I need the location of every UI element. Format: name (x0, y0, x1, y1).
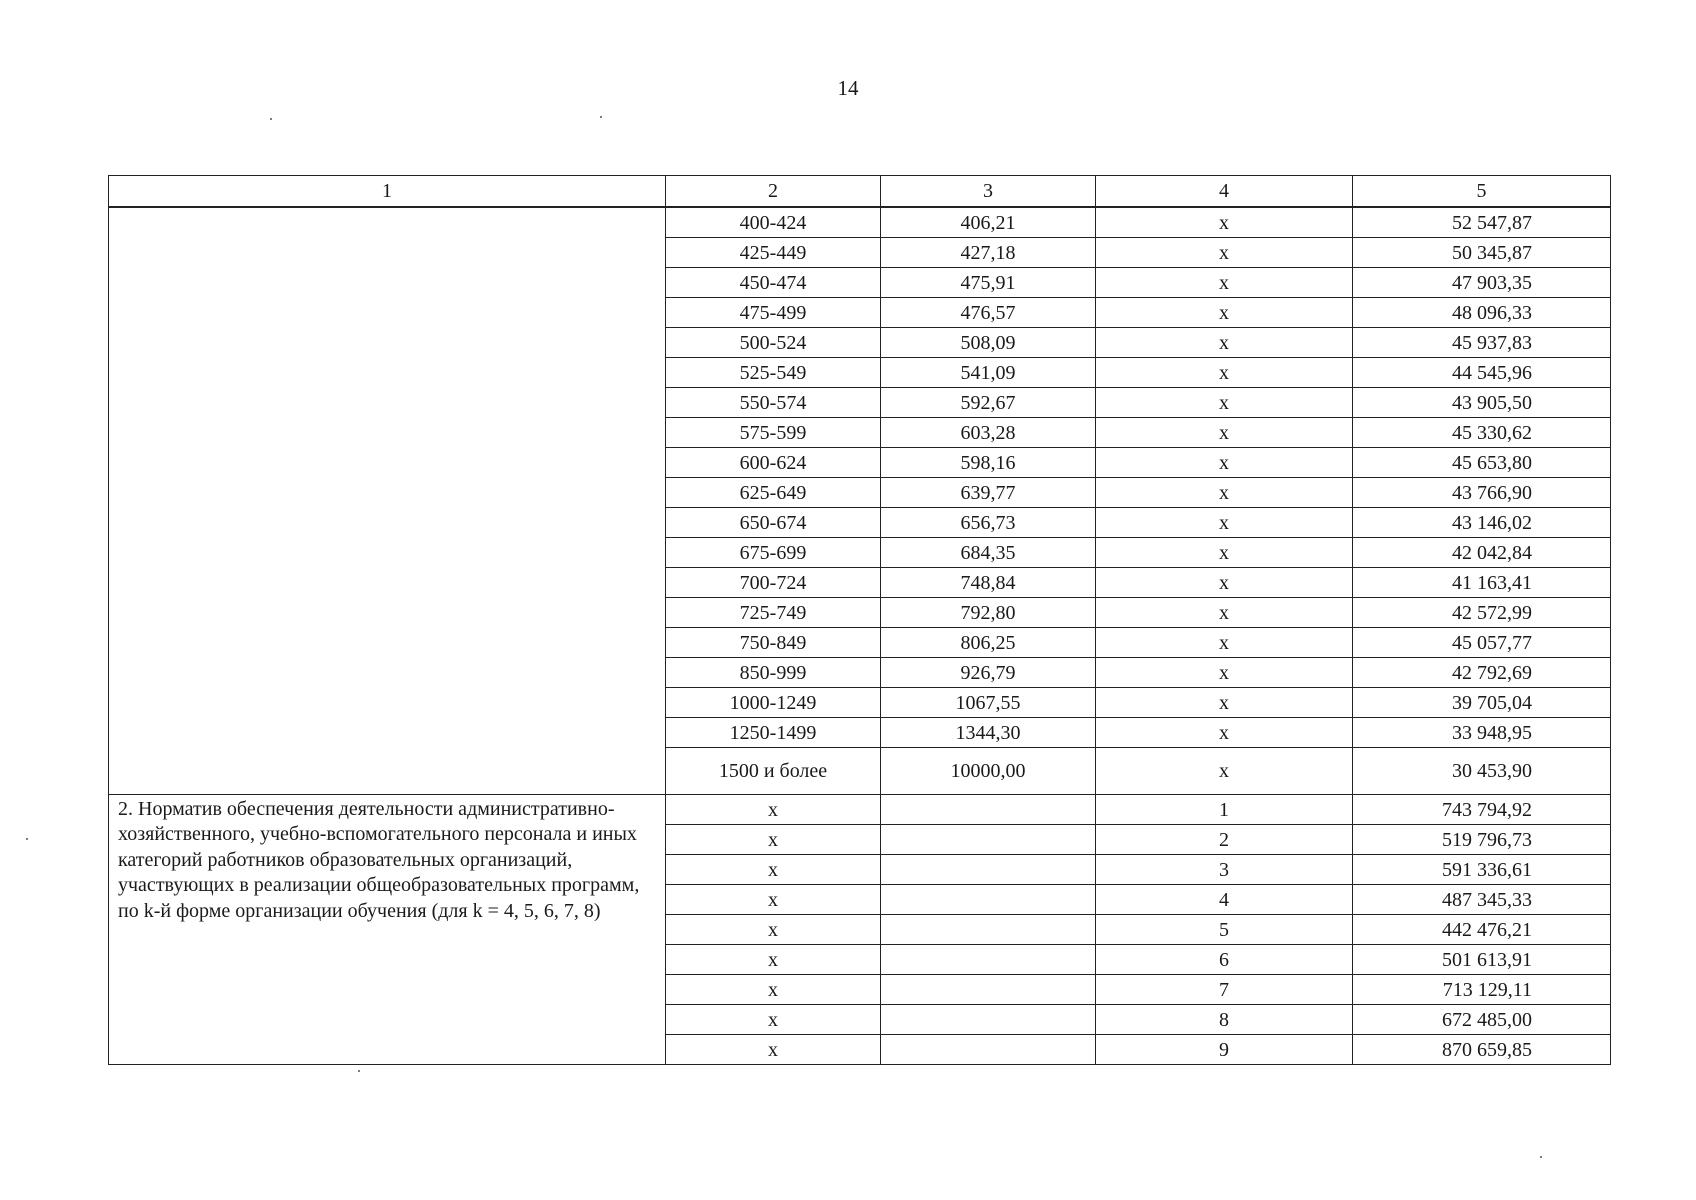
table-cell: 639,77 (881, 478, 1096, 508)
table-cell: 592,67 (881, 388, 1096, 418)
table-cell: 442 476,21 (1353, 915, 1611, 945)
table-cell: x (1096, 448, 1353, 478)
table-cell: 603,28 (881, 418, 1096, 448)
norms-table (108, 175, 1611, 1065)
table-cell: 700-724 (666, 568, 881, 598)
table-cell: 8 (1096, 1005, 1353, 1035)
table-cell (881, 1005, 1096, 1035)
table-cell: 476,57 (881, 298, 1096, 328)
table-cell: x (666, 975, 881, 1005)
table-cell: 656,73 (881, 508, 1096, 538)
table-cell: 6 (1096, 945, 1353, 975)
table-cell: x (1096, 658, 1353, 688)
table-cell: 5 (1096, 915, 1353, 945)
table-cell: 10000,00 (881, 748, 1096, 795)
table-cell (881, 855, 1096, 885)
table-cell: 427,18 (881, 238, 1096, 268)
table-cell: x (1096, 358, 1353, 388)
table-cell: x (1096, 598, 1353, 628)
table-cell (881, 945, 1096, 975)
table-cell: 519 796,73 (1353, 825, 1611, 855)
table-cell: 48 096,33 (1353, 298, 1611, 328)
table-cell: x (666, 1035, 881, 1065)
table-row (109, 207, 1611, 238)
table-cell: 675-699 (666, 538, 881, 568)
table-cell: 47 903,35 (1353, 268, 1611, 298)
table-row (109, 795, 1611, 825)
table-cell: 9 (1096, 1035, 1353, 1065)
table-cell: x (1096, 748, 1353, 795)
table-cell: x (1096, 298, 1353, 328)
table-cell: 500-524 (666, 328, 881, 358)
table-cell: 52 547,87 (1353, 207, 1611, 238)
table-cell: 2 (1096, 825, 1353, 855)
table-cell: 748,84 (881, 568, 1096, 598)
table-cell: 45 330,62 (1353, 418, 1611, 448)
table-cell: 7 (1096, 975, 1353, 1005)
table-cell: 600-624 (666, 448, 881, 478)
column-header: 3 (881, 176, 1096, 208)
table-cell: 550-574 (666, 388, 881, 418)
table-cell: 42 792,69 (1353, 658, 1611, 688)
table-cell: 4 (1096, 885, 1353, 915)
table-cell: 541,09 (881, 358, 1096, 388)
scan-speck (600, 116, 602, 118)
table-cell: x (1096, 568, 1353, 598)
table-cell: 44 545,96 (1353, 358, 1611, 388)
table-cell: 750-849 (666, 628, 881, 658)
table-cell: 598,16 (881, 448, 1096, 478)
table-cell: 1250-1499 (666, 718, 881, 748)
table-cell: x (666, 855, 881, 885)
table-cell: 42 572,99 (1353, 598, 1611, 628)
table-cell: 30 453,90 (1353, 748, 1611, 795)
table-cell: 1 (1096, 795, 1353, 825)
table-cell: 591 336,61 (1353, 855, 1611, 885)
table-cell: x (666, 795, 881, 825)
table-cell: x (1096, 328, 1353, 358)
table-cell: 3 (1096, 855, 1353, 885)
table-cell: 672 485,00 (1353, 1005, 1611, 1035)
table-cell: 45 057,77 (1353, 628, 1611, 658)
table-cell: 45 937,83 (1353, 328, 1611, 358)
table-cell: 1500 и более (666, 748, 881, 795)
table-cell: 713 129,11 (1353, 975, 1611, 1005)
table-cell: 792,80 (881, 598, 1096, 628)
table-cell: 625-649 (666, 478, 881, 508)
table-cell: x (1096, 418, 1353, 448)
table-cell: 43 146,02 (1353, 508, 1611, 538)
table-cell: 45 653,80 (1353, 448, 1611, 478)
table-cell: 684,35 (881, 538, 1096, 568)
header-row (109, 176, 1611, 208)
table-cell: x (1096, 238, 1353, 268)
table-cell: 508,09 (881, 328, 1096, 358)
table-cell: 725-749 (666, 598, 881, 628)
table-cell: 450-474 (666, 268, 881, 298)
table-cell: 1067,55 (881, 688, 1096, 718)
table-cell: x (1096, 268, 1353, 298)
table-cell: x (1096, 688, 1353, 718)
scan-speck (1540, 1156, 1542, 1158)
table-cell (881, 915, 1096, 945)
table-cell: 50 345,87 (1353, 238, 1611, 268)
column-header: 4 (1096, 176, 1353, 208)
table-cell: 650-674 (666, 508, 881, 538)
table-cell (881, 975, 1096, 1005)
column-header: 2 (666, 176, 881, 208)
table-cell: 425-449 (666, 238, 881, 268)
table-cell: 475,91 (881, 268, 1096, 298)
table-cell: 1000-1249 (666, 688, 881, 718)
table-cell: x (1096, 478, 1353, 508)
table-cell: 501 613,91 (1353, 945, 1611, 975)
table-cell: x (1096, 538, 1353, 568)
table-cell: x (666, 945, 881, 975)
merged-label-cell (109, 207, 666, 795)
scan-speck (270, 118, 272, 120)
table-cell: x (1096, 207, 1353, 238)
table-cell: 41 163,41 (1353, 568, 1611, 598)
table-cell: 400-424 (666, 207, 881, 238)
table-cell: x (1096, 628, 1353, 658)
page-number: 14 (837, 76, 859, 100)
table-cell: 43 766,90 (1353, 478, 1611, 508)
table-cell: 525-549 (666, 358, 881, 388)
table-cell: 1344,30 (881, 718, 1096, 748)
table-cell: 406,21 (881, 207, 1096, 238)
table-cell: 926,79 (881, 658, 1096, 688)
table-cell: x (1096, 508, 1353, 538)
section-2-label: 2. Норматив обеспечения деятельности административно-хозяйственного, учебно-вспомогательного персонала и иных категорий работников образовательных организаций, участвующих в реализации общеобразовательных программ, по k-й форме организации обучения (для k = 4, 5, 6, 7, 8) (109, 795, 666, 1065)
table-cell (881, 885, 1096, 915)
table-body (109, 176, 1611, 1065)
table-cell: 487 345,33 (1353, 885, 1611, 915)
table-cell: 43 905,50 (1353, 388, 1611, 418)
table-cell (881, 795, 1096, 825)
table-cell: 743 794,92 (1353, 795, 1611, 825)
table-cell: 850-999 (666, 658, 881, 688)
table-cell: x (1096, 718, 1353, 748)
column-header: 1 (109, 176, 666, 208)
table-cell: x (666, 825, 881, 855)
scan-speck (26, 838, 28, 840)
table-cell (881, 825, 1096, 855)
table-cell: x (666, 1005, 881, 1035)
column-header: 5 (1353, 176, 1611, 208)
table-cell: 39 705,04 (1353, 688, 1611, 718)
table-cell: 475-499 (666, 298, 881, 328)
table-cell: 575-599 (666, 418, 881, 448)
scan-speck (358, 1070, 360, 1072)
table-cell: 42 042,84 (1353, 538, 1611, 568)
table-cell: x (666, 885, 881, 915)
table-cell: x (1096, 388, 1353, 418)
table-cell: 33 948,95 (1353, 718, 1611, 748)
table-cell (881, 1035, 1096, 1065)
table-cell: x (666, 915, 881, 945)
table-cell: 870 659,85 (1353, 1035, 1611, 1065)
table-cell: 806,25 (881, 628, 1096, 658)
